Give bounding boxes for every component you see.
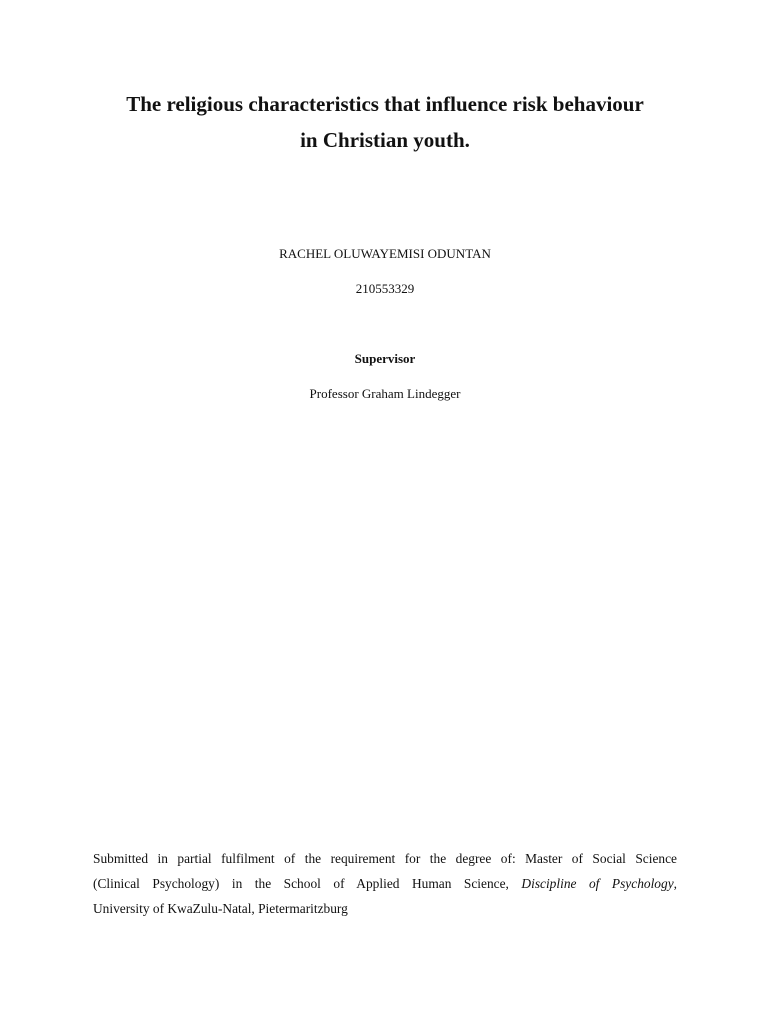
- author-name: RACHEL OLUWAYEMISI ODUNTAN: [279, 246, 491, 261]
- discipline-name: Discipline of Psychology: [521, 876, 674, 891]
- submission-line-2: [93, 871, 677, 896]
- submission-line-3: University of KwaZulu-Natal, Pietermaritzburg: [93, 901, 348, 916]
- supervisor-name: Professor Graham Lindegger: [309, 386, 461, 401]
- supervisor-heading: Supervisor: [354, 351, 416, 366]
- submission-statement: [93, 846, 677, 921]
- student-number: 210553329: [355, 281, 415, 296]
- submission-line-2-text: (Clinical Psychology) in the School of Applied Human Science,: [93, 876, 522, 891]
- thesis-title-line-1: The religious characteristics that influence risk behaviour: [126, 92, 644, 116]
- submission-line-1: Submitted in partial fulfilment of the requirement for the degree of: Master of Social Science: [93, 851, 677, 866]
- thesis-title-line-2: in Christian youth.: [300, 128, 470, 152]
- submission-line-2-end: ,: [673, 876, 677, 891]
